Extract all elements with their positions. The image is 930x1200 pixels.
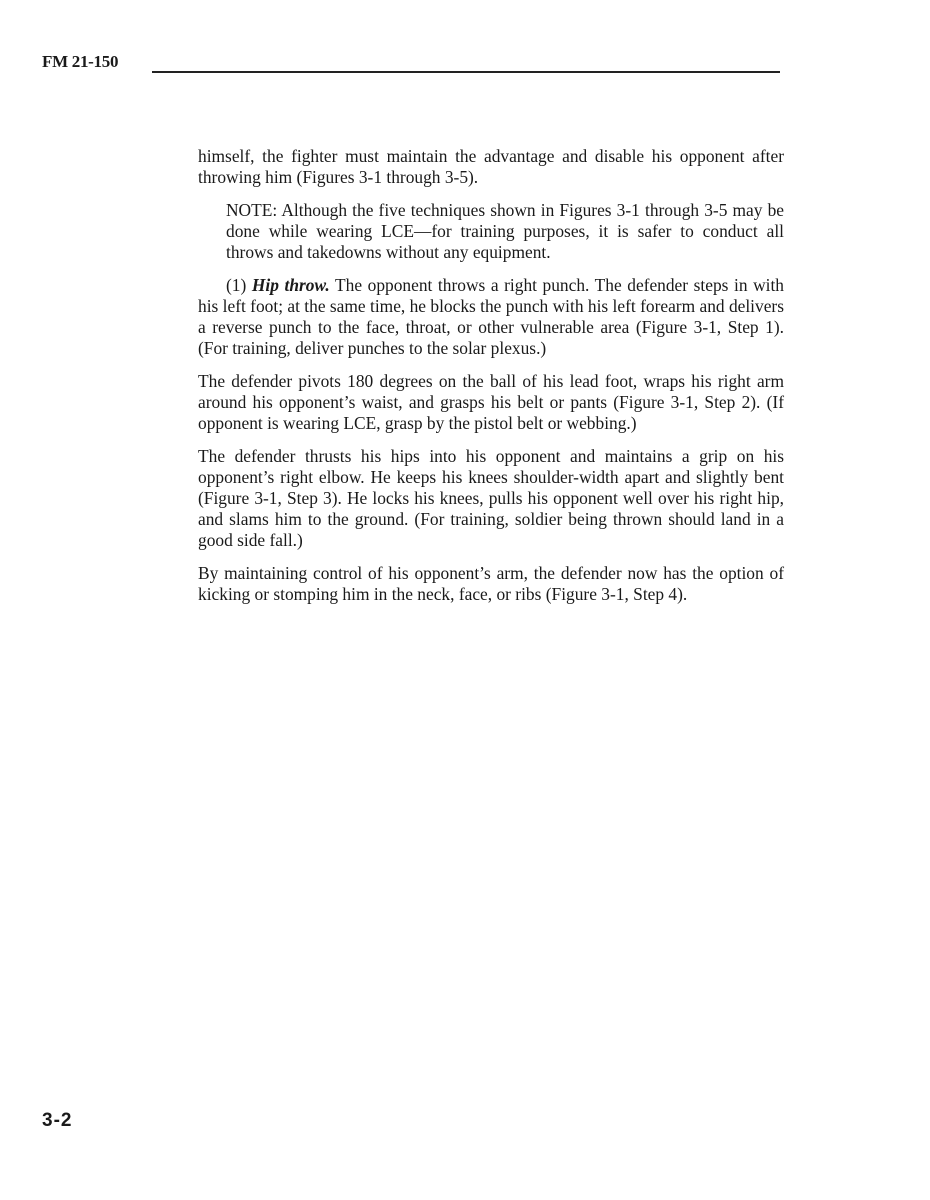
- paragraph-step-4: By maintaining control of his opponent’s arm, the defender now has the option of kicking or stomping him in the neck, face, or ribs (Figure 3-1, Step 4).: [198, 563, 784, 604]
- technique-title: Hip throw.: [251, 275, 330, 295]
- manual-number: FM 21-150: [42, 52, 119, 71]
- paragraph-hip-throw: [198, 275, 784, 359]
- paragraph-text: The opponent throws a right punch. The defender steps in with his left foot; at the same time, he blocks the punch with his left forearm and delivers a reverse punch to the face, throat, or other vulnerable area (Figure 3-1, Step 1). (For training, deliver punches to the solar plexus.): [198, 275, 785, 358]
- paragraph-step-2: The defender pivots 180 degrees on the ball of his lead foot, wraps his right arm around his opponent’s waist, and grasps his belt or pants (Figure 3-1, Step 2). (If opponent is wearing LCE, grasp by the pistol belt or webbing.): [198, 371, 784, 433]
- paragraph-step-3: The defender thrusts his hips into his opponent and maintains a grip on his opponent’s right elbow. He keeps his knees shoulder-width apart and slightly bent (Figure 3-1, Step 3). He locks his knees, pulls his opponent well over his right hip, and slams him to the ground. (For training, soldier being thrown should land in a good side fall.): [198, 446, 784, 550]
- paragraph-continuation: himself, the fighter must maintain the advantage and disable his opponent after throwing him (Figures 3-1 through 3-5).: [198, 146, 784, 187]
- paragraph-number: (1): [226, 275, 247, 295]
- note-paragraph: NOTE: Although the five techniques shown in Figures 3-1 through 3-5 may be done while wearing LCE—for training purposes, it is safer to conduct all throws and takedowns without any equipment.: [226, 200, 784, 262]
- header-rule: [152, 71, 780, 73]
- body-text: [198, 146, 784, 617]
- page-header: [42, 52, 780, 74]
- page-number: 3-2: [42, 1110, 73, 1131]
